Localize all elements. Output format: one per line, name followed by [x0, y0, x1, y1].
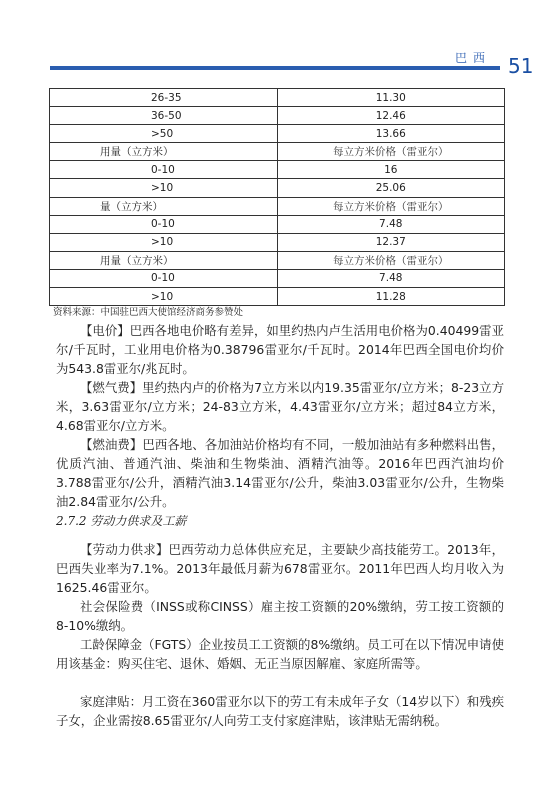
table-row — [50, 269, 505, 287]
family-paragraph — [56, 692, 504, 730]
table-row — [50, 125, 505, 143]
price-cell: 7.48 — [277, 269, 505, 287]
labor-text: 【劳动力供求】巴西劳动力总体供应充足，主要缺少高技能劳工。2013年，巴西失业率为7.1%。2013年最低月薪为678雷亚尔。2011年巴西人均月收入为1625.46雷亚尔。 — [56, 542, 504, 595]
table-row — [50, 215, 505, 233]
usage-cell: >10 — [50, 179, 278, 197]
usage-cell: 0-10 — [50, 161, 278, 179]
table-row — [50, 251, 505, 269]
fgts-text: 工龄保障金（FGTS）企业按员工工资额的8%缴纳。员工可在以下情况申请使用该基金：购买住宅、退休、婚姻、无正当原因解雇、家庭所需等。 — [56, 637, 504, 671]
usage-cell: >10 — [50, 288, 278, 306]
table-row — [50, 107, 505, 125]
fuel-paragraph — [56, 435, 504, 511]
gas-paragraph — [56, 378, 504, 435]
table-row — [50, 89, 505, 107]
header-country: 巴西 — [455, 51, 492, 65]
usage-cell: 36-50 — [50, 107, 278, 125]
usage-cell: >10 — [50, 233, 278, 251]
price-cell: 16 — [277, 161, 505, 179]
price-cell: 13.66 — [277, 125, 505, 143]
usage-cell: >50 — [50, 125, 278, 143]
usage-cell: 0-10 — [50, 269, 278, 287]
table-header-cell: 用量（立方米） — [50, 143, 278, 161]
price-table — [49, 88, 505, 306]
header-rule — [50, 66, 500, 70]
price-cell: 25.06 — [277, 179, 505, 197]
table-header-cell: 每立方米价格（雷亚尔） — [277, 197, 505, 215]
usage-cell: 26-35 — [50, 89, 278, 107]
price-cell: 11.28 — [277, 288, 505, 306]
table-header-cell: 量（立方米） — [50, 197, 278, 215]
gas-text: 【燃气费】里约热内卢的价格为7立方米以内19.35雷亚尔/立方米；8-23立方米，3.63雷亚尔/立方米；24-83立方米，4.43雷亚尔/立方米；超过84立方米，4.68雷亚尔/立方米。 — [56, 380, 504, 433]
table-row — [50, 197, 505, 215]
social-text: 社会保险费（INSS或称CINSS）雇主按工资额的20%缴纳，劳工按工资额的8-10%缴纳。 — [56, 599, 504, 633]
family-text: 家庭津贴：月工资在360雷亚尔以下的劳工有未成年子女（14岁以下）和残疾子女，企业需按8.65雷亚尔/人向劳工支付家庭津贴，该津贴无需纳税。 — [56, 694, 504, 728]
table-header-cell: 用量（立方米） — [50, 251, 278, 269]
price-cell: 7.48 — [277, 215, 505, 233]
usage-cell: 0-10 — [50, 215, 278, 233]
labor-paragraph — [56, 540, 504, 597]
electricity-paragraph — [56, 321, 504, 378]
page-number: 51 — [508, 54, 534, 78]
price-cell: 12.46 — [277, 107, 505, 125]
table-row — [50, 233, 505, 251]
table-row — [50, 179, 505, 197]
table-row — [50, 288, 505, 306]
price-cell: 12.37 — [277, 233, 505, 251]
social-paragraph — [56, 597, 504, 635]
fuel-text: 【燃油费】巴西各地、各加油站价格均有不同，一般加油站有多种燃料出售，优质汽油、普通汽油、柴油和生物柴油、酒精汽油等。2016年巴西汽油均价3.788雷亚尔/公升，酒精汽油3.14雷亚尔/公升，柴油3.03雷亚尔/公升，生物柴油2.84雷亚尔/公升。 — [56, 437, 504, 509]
fgts-paragraph — [56, 635, 504, 673]
source-note: 资料来源：中国驻巴西大使馆经济商务参赞处 — [53, 307, 244, 318]
table-header-cell: 每立方米价格（雷亚尔） — [277, 251, 505, 269]
table-row — [50, 143, 505, 161]
table-row — [50, 161, 505, 179]
price-cell: 11.30 — [277, 89, 505, 107]
electricity-text: 【电价】巴西各地电价略有差异，如里约热内卢生活用电价格为0.40499雷亚尔/千瓦时，工业用电价格为0.38796雷亚尔/千瓦时。2014年巴西全国电价均价为543.8雷亚尔/兆瓦时。 — [56, 323, 504, 376]
section-title: 2.7.2 劳动力供求及工薪 — [56, 514, 187, 528]
table-header-cell: 每立方米价格（雷亚尔） — [277, 143, 505, 161]
